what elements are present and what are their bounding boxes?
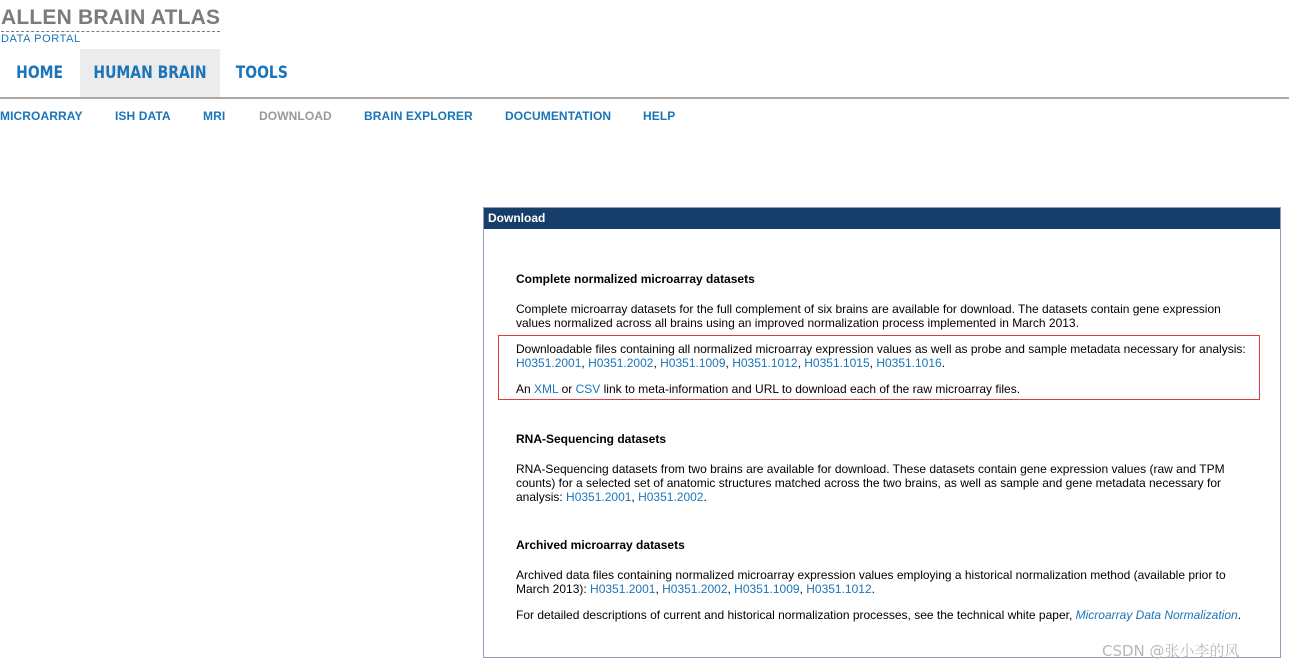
link-h0351-1012[interactable]: H0351.1012 [732,356,798,370]
subnav-documentation[interactable]: DOCUMENTATION [505,109,612,123]
white-paper-paragraph: For detailed descriptions of current and historical normalization processes, see the technical white paper, Microarray Data Normalization. [516,608,1242,622]
archived-text: Archived data files containing normalized microarray expression values employing a historical normalization method (available prior to March 2013): [516,568,1226,596]
xml-link[interactable]: XML [534,382,559,396]
csv-link[interactable]: CSV [575,382,601,396]
nav-divider [0,97,1289,99]
subnav-help[interactable]: HELP [643,109,676,123]
tab-human-brain[interactable] [80,49,220,97]
link-h0351-1009[interactable]: H0351.1009 [660,356,726,370]
archived-description: Archived data files containing normalized microarray expression values employing a historical normalization method (available prior to March 2013): H0351.2001, H0351.2002, H0351.1009, H0351.1012. [516,568,1226,596]
white-paper-link[interactable]: Microarray Data Normalization [1075,608,1238,622]
rnaseq-link-h0351-2002[interactable]: H0351.2002 [638,490,704,504]
tab-tools[interactable] [220,49,304,97]
archived-link-h0351-2002[interactable]: H0351.2002 [662,582,728,596]
section-title-rnaseq: RNA-Sequencing datasets [516,432,667,446]
section-title-archived: Archived microarray datasets [516,538,685,552]
rnaseq-description: RNA-Sequencing datasets from two brains are available for download. These datasets contain gene expression values (raw and TPM counts) for a selected set of anatomic structures matched across the two brains, as well as sample and gene metadata necessary for analysis: H0351.2001, H0351.2002. [516,462,1225,504]
main-nav [0,49,304,97]
watermark: CSDN @张小李的风 [1102,642,1240,660]
brand-title: ALLEN BRAIN ATLAS [1,6,220,32]
meta-info-prefix: An [516,382,535,396]
complete-files-paragraph: Downloadable files containing all normalized microarray expression values as well as probe and sample metadata necessary for analysis: H0351.2001, H0351.2002, H0351.1009, H0351.1012, H0351.1015, H0351.1016. [516,342,1246,370]
section-title-complete: Complete normalized microarray datasets [516,272,755,286]
link-h0351-1015[interactable]: H0351.1015 [804,356,870,370]
tab-home[interactable] [0,49,80,97]
subnav-brain-explorer[interactable]: BRAIN EXPLORER [364,109,473,123]
tab-human-brain-label: HUMAN BRAIN [93,63,207,83]
brand-logo[interactable] [1,6,220,46]
archived-link-h0351-2001[interactable]: H0351.2001 [590,582,656,596]
meta-info-or: or [558,382,576,396]
rnaseq-link-h0351-2001[interactable]: H0351.2001 [566,490,632,504]
download-panel [483,207,1281,658]
meta-info-suffix: link to meta-information and URL to download each of the raw microarray files. [600,382,1021,396]
link-h0351-2001[interactable]: H0351.2001 [516,356,582,370]
subnav-ish-data[interactable]: ISH DATA [115,109,171,123]
tab-tools-label: TOOLS [235,63,289,83]
tab-home-label: HOME [16,63,64,83]
link-h0351-1016[interactable]: H0351.1016 [876,356,942,370]
complete-description: Complete microarray datasets for the full complement of six brains are available for download. The datasets contain gene expression values normalized across all brains using an improved normalization process implemented in March 2013. [516,302,1221,330]
panel-header: Download [484,208,1280,229]
complete-files-text: Downloadable files containing all normalized microarray expression values as well as probe and sample metadata necessary for analysis: [516,342,1246,356]
white-paper-text: For detailed descriptions of current and historical normalization processes, see the technical white paper, [516,608,1073,622]
rnaseq-text: RNA-Sequencing datasets from two brains are available for download. These datasets contain gene expression values (raw and TPM counts) for a selected set of anatomic structures matched across the two brains, as well as sample and gene metadata necessary for analysis: [516,462,1225,504]
archived-link-h0351-1009[interactable]: H0351.1009 [734,582,800,596]
archived-link-h0351-1012[interactable]: H0351.1012 [806,582,872,596]
link-h0351-2002[interactable]: H0351.2002 [588,356,654,370]
subnav-microarray[interactable]: MICROARRAY [0,109,83,123]
subnav-mri[interactable]: MRI [203,109,226,123]
subnav-download: DOWNLOAD [259,109,332,123]
brand-subtitle: DATA PORTAL [1,33,81,45]
highlight-annotation-box [498,335,1260,400]
